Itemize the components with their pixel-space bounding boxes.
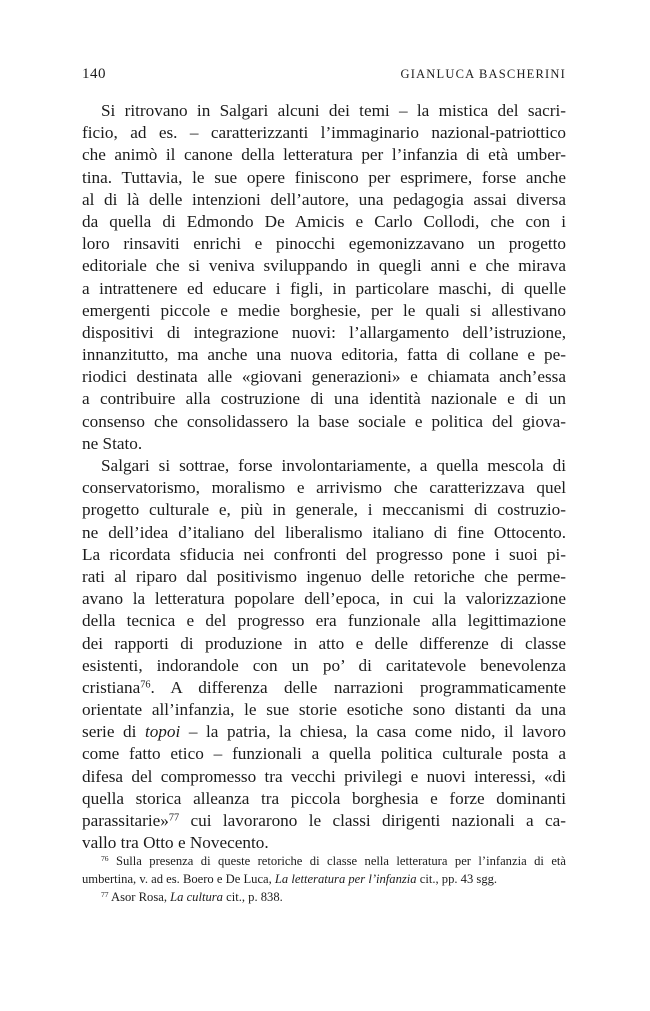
text-fragment: cui lavorarono le classi dirigenti nazionali a ca- <box>179 811 566 830</box>
text-line: vallo tra Otto e Novecento. <box>82 833 269 853</box>
text-line: che animò il canone della letteratura per l’infanzia di età umber- <box>82 145 566 165</box>
text-fragment: cristiana <box>82 677 141 697</box>
text-line: Si ritrovano in Salgari alcuni dei temi – la mistica del sacri- <box>101 101 566 120</box>
text-line: quella storica alleanza tra piccola borghesia e forze dominanti <box>82 788 566 808</box>
text-line: ficio, ad es. – caratterizzanti l’immaginario nazional-patriottico <box>82 123 566 143</box>
text-line: esistenti, indorandole con un po’ di caritatevole benevolenza <box>82 655 566 675</box>
text-line: al di là delle intenzioni dell’autore, una pedagogia assai diversa <box>82 189 566 209</box>
cited-title: La cultura <box>170 889 223 904</box>
text-line: tina. Tuttavia, le sue opere finiscono per esprimere, forse anche <box>82 167 566 187</box>
text-line: orientate all’infanzia, le sue storie esotiche sono distanti da una <box>82 700 566 720</box>
text-line: emergenti piccole e medie borghesie, per le quali si allestivano <box>82 300 566 320</box>
footnote-ref-76[interactable]: 76 <box>140 679 151 691</box>
footnote-text: Asor Rosa, <box>108 889 171 904</box>
footnote-text: umbertina, v. ad es. Boero e De Luca, <box>82 871 275 886</box>
page-number: 140 <box>82 66 106 82</box>
text-line <box>82 677 566 699</box>
text-line: difesa del compromesso tra vecchi privilegi e nuovi interessi, «di <box>82 766 566 786</box>
text-line: innanzitutto, ma anche una nuova editoria, fatta di collane e pe- <box>82 345 566 365</box>
text-line: dei rapporti di produzione in atto e delle differenze di classe <box>82 633 566 653</box>
text-line: ne Stato. <box>82 433 143 453</box>
italic-term: topoi <box>144 722 181 742</box>
footnote-76-continued <box>82 871 566 889</box>
footnote-ref-77[interactable]: 77 <box>168 812 180 824</box>
footnote-text: cit., p. 838. <box>222 889 283 904</box>
footnote-76 <box>82 853 566 871</box>
text-line: avano la letteratura popolare dell’epoca, in cui la valorizzazione <box>82 589 566 609</box>
page-header <box>82 66 566 88</box>
text-line: ne dell’idea d’italiano del liberalismo italiano di fine Ottocento. <box>82 522 566 542</box>
text-fragment: – la patria, la chiesa, la casa come nido, il lavoro <box>180 722 566 742</box>
text-line: La ricordata sfiducia nei confronti del progresso pone i suoi pi- <box>82 544 566 564</box>
text-line: a intrattenere ed educare i figli, in particolare maschi, di quelle <box>82 278 566 298</box>
text-line: riodici destinata alle «giovani generazioni» e chiamata anch’essa <box>82 367 566 387</box>
text-line: della tecnica e del progresso era funzionale alla legittimazione <box>82 611 566 631</box>
body-text <box>82 100 566 854</box>
text-line: da quella di Edmondo De Amicis e Carlo Collodi, che con i <box>82 211 566 231</box>
footnotes <box>82 853 566 906</box>
footnote-text: Sulla presenza di queste retoriche di classe nella letteratura per l’infanzia di età <box>108 854 566 868</box>
text-line: a contribuire alla costruzione di una identità nazionale e di un <box>82 389 566 409</box>
footnote-text: cit., pp. 43 sgg. <box>416 871 498 886</box>
text-line: dispositivi di integrazione nuovi: l’allargamento dell’istruzione, <box>82 322 566 342</box>
cited-title: La letteratura per l’infanzia <box>274 871 417 886</box>
text-fragment: . A differenza delle narrazioni programmaticamente <box>150 677 566 697</box>
text-line: rati al riparo dal positivismo ingenuo delle retoriche che perme- <box>82 566 566 586</box>
text-line: progetto culturale e, più in generale, i meccanismi di costruzio- <box>82 500 566 520</box>
footnote-77 <box>82 889 566 907</box>
text-line <box>82 810 566 832</box>
text-fragment: serie di <box>82 722 145 742</box>
footnote-marker: 76 <box>101 853 109 863</box>
text-line: loro rinsaviti enrichi e pinocchi egemonizzavano un progetto <box>82 234 566 254</box>
text-line <box>82 721 566 743</box>
text-line: consenso che consolidassero la base sociale e politica del giova- <box>82 411 566 431</box>
text-line: come fatto etico – funzionali a quella politica culturale posta a <box>82 744 566 764</box>
text-line: conservatorismo, moralismo e arrivismo che caratterizzava quel <box>82 478 566 498</box>
text-line: Salgari si sottrae, forse involontariamente, a quella mescola di <box>101 456 566 475</box>
running-head: GIANLUCA BASCHERINI <box>400 67 566 81</box>
text-fragment: parassitarie» <box>82 811 169 830</box>
footnote-marker: 77 <box>101 889 109 899</box>
text-line: editoriale che si veniva sviluppando in quegli anni e che mirava <box>82 256 566 276</box>
